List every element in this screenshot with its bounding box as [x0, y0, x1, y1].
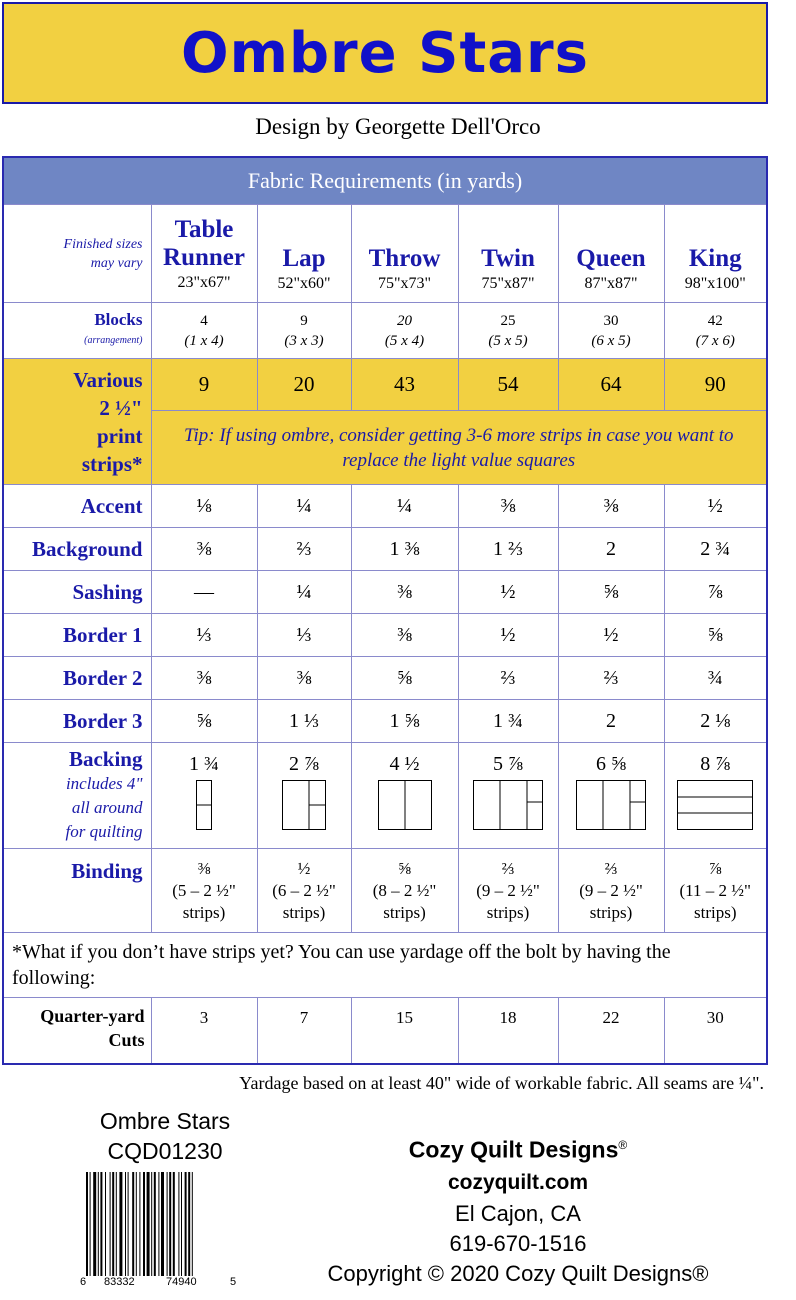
- value-cell: ¾: [664, 657, 767, 700]
- blocks-cell: 25 (5 x 5): [458, 303, 558, 359]
- value-cell: ⅓: [151, 614, 257, 657]
- value-cell: 1 ⅜: [351, 528, 458, 571]
- size-lap: Lap 52"x60": [257, 205, 351, 303]
- backing-cell: 1 ¾: [151, 743, 257, 849]
- value-cell: ⅝: [351, 657, 458, 700]
- backing-label: Backing includes 4" all around for quilting: [3, 743, 151, 849]
- product-code-block: [80, 1106, 250, 1166]
- strips-cell: 43: [351, 359, 458, 411]
- binding-cell: ⅔ (9 – 2 ½" strips): [558, 849, 664, 933]
- backing-cell: 5 ⅞: [458, 743, 558, 849]
- backing-cell: 8 ⅞: [664, 743, 767, 849]
- blocks-cell: 30 (6 x 5): [558, 303, 664, 359]
- company-info: [250, 1128, 786, 1289]
- binding-label: Binding: [3, 849, 151, 933]
- value-cell: —: [151, 571, 257, 614]
- quarter-yard-cell: 3: [151, 998, 257, 1064]
- sizes-note-line: may vary: [90, 255, 143, 271]
- row-label-border-3: Border 3: [3, 700, 151, 743]
- backing-diagram-icon: [677, 780, 753, 830]
- value-cell: ½: [458, 571, 558, 614]
- quarter-yard-cell: 18: [458, 998, 558, 1064]
- binding-cell: ⅜ (5 – 2 ½" strips): [151, 849, 257, 933]
- value-cell: 1 ⅓: [257, 700, 351, 743]
- designer-byline: Design by Georgette Dell'Orco: [255, 114, 541, 139]
- value-cell: 1 ¾: [458, 700, 558, 743]
- blocks-cell: 42 (7 x 6): [664, 303, 767, 359]
- value-cell: ½: [558, 614, 664, 657]
- barcode-digit: 6: [80, 1276, 87, 1288]
- yardage-note: Yardage based on at least 40" wide of workable fabric. All seams are ¼".: [239, 1073, 764, 1093]
- quarter-yard-label: Quarter-yard Cuts: [3, 998, 151, 1064]
- strips-cell: 90: [664, 359, 767, 411]
- row-label-accent: Accent: [3, 485, 151, 528]
- strips-label: Various 2 ½" print strips*: [3, 359, 151, 485]
- binding-cell: ⅝ (8 – 2 ½" strips): [351, 849, 458, 933]
- product-code: CQD01230: [107, 1138, 223, 1164]
- value-cell: 1 ⅝: [351, 700, 458, 743]
- binding-cell: ⅞ (11 – 2 ½" strips): [664, 849, 767, 933]
- backing-cell: 4 ½: [351, 743, 458, 849]
- value-cell: ⅔: [458, 657, 558, 700]
- value-cell: ⅜: [151, 657, 257, 700]
- backing-cell: 2 ⅞: [257, 743, 351, 849]
- strips-footnote: *What if you don’t have strips yet? You can use yardage off the bolt by having the following:: [3, 933, 767, 998]
- value-cell: ⅜: [558, 485, 664, 528]
- binding-cell: ⅔ (9 – 2 ½" strips): [458, 849, 558, 933]
- company-city: El Cajon, CA: [455, 1200, 581, 1226]
- strips-tip: Tip: If using ombre, consider getting 3-6 more strips in case you want to replace the light value squares: [151, 411, 767, 485]
- value-cell: ¼: [257, 571, 351, 614]
- company-name: Cozy Quilt Designs®: [408, 1136, 628, 1163]
- value-cell: ⅜: [351, 571, 458, 614]
- value-cell: ¼: [257, 485, 351, 528]
- barcode-digit: 74940: [166, 1276, 197, 1288]
- quarter-yard-cell: 22: [558, 998, 664, 1064]
- strips-cell: 9: [151, 359, 257, 411]
- value-cell: ⅓: [257, 614, 351, 657]
- quarter-yard-cell: 7: [257, 998, 351, 1064]
- backing-cell: 6 ⅝: [558, 743, 664, 849]
- fabric-requirements-table: [2, 156, 768, 1065]
- backing-diagram-icon: [576, 780, 646, 830]
- title-banner: [2, 2, 768, 104]
- value-cell: ⅞: [664, 571, 767, 614]
- blocks-cell: 4 (1 x 4): [151, 303, 257, 359]
- value-cell: ⅝: [151, 700, 257, 743]
- row-label-sashing: Sashing: [3, 571, 151, 614]
- size-queen: Queen 87"x87": [558, 205, 664, 303]
- backing-diagram-icon: [196, 780, 212, 830]
- quarter-yard-cell: 15: [351, 998, 458, 1064]
- value-cell: 2 ¾: [664, 528, 767, 571]
- sizes-note: [3, 205, 151, 303]
- pattern-title: Ombre Stars: [181, 21, 589, 86]
- backing-diagram-icon: [473, 780, 543, 830]
- quarter-yard-cell: 30: [664, 998, 767, 1064]
- size-table-runner: Table Runner 23"x67": [151, 205, 257, 303]
- value-cell: ⅝: [664, 614, 767, 657]
- table-header: Fabric Requirements (in yards): [3, 157, 767, 205]
- blocks-label: Blocks (arrangement): [3, 303, 151, 359]
- strips-cell: 54: [458, 359, 558, 411]
- value-cell: ⅜: [458, 485, 558, 528]
- copyright: Copyright © 2020 Cozy Quilt Designs®: [327, 1260, 709, 1286]
- value-cell: 2: [558, 528, 664, 571]
- value-cell: ½: [664, 485, 767, 528]
- value-cell: 2 ⅛: [664, 700, 767, 743]
- binding-cell: ½ (6 – 2 ½" strips): [257, 849, 351, 933]
- barcode-digit: 83332: [104, 1276, 135, 1288]
- row-label-background: Background: [3, 528, 151, 571]
- backing-diagram-icon: [378, 780, 432, 830]
- barcode-digit: 5: [230, 1276, 237, 1288]
- value-cell: ¼: [351, 485, 458, 528]
- value-cell: ⅛: [151, 485, 257, 528]
- size-throw: Throw 75"x73": [351, 205, 458, 303]
- strips-cell: 20: [257, 359, 351, 411]
- value-cell: 1 ⅔: [458, 528, 558, 571]
- strips-cell: 64: [558, 359, 664, 411]
- company-phone: 619-670-1516: [449, 1230, 587, 1256]
- value-cell: ⅜: [257, 657, 351, 700]
- value-cell: ⅔: [558, 657, 664, 700]
- size-king: King 98"x100": [664, 205, 767, 303]
- value-cell: ⅜: [151, 528, 257, 571]
- value-cell: 2: [558, 700, 664, 743]
- value-cell: ½: [458, 614, 558, 657]
- blocks-cell: 9 (3 x 3): [257, 303, 351, 359]
- row-label-border-1: Border 1: [3, 614, 151, 657]
- product-name: Ombre Stars: [99, 1108, 231, 1134]
- value-cell: ⅝: [558, 571, 664, 614]
- company-url: cozyquilt.com: [447, 1170, 589, 1194]
- size-twin: Twin 75"x87": [458, 205, 558, 303]
- value-cell: ⅜: [351, 614, 458, 657]
- barcode-image: [86, 1172, 234, 1284]
- sizes-note-line: Finished sizes: [63, 236, 143, 252]
- backing-diagram-icon: [282, 780, 326, 830]
- value-cell: ⅔: [257, 528, 351, 571]
- row-label-border-2: Border 2: [3, 657, 151, 700]
- blocks-cell: 20 (5 x 4): [351, 303, 458, 359]
